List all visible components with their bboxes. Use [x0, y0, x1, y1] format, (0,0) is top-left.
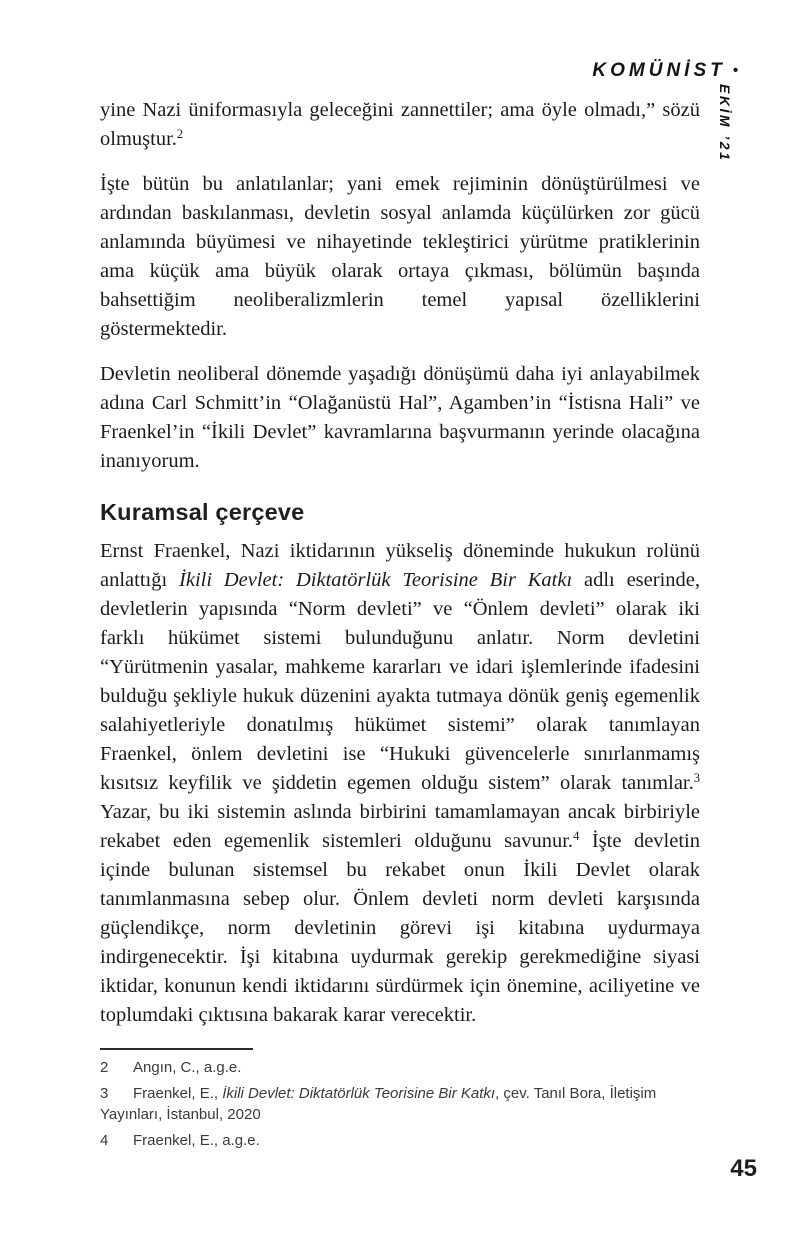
paragraph-1-text: yine Nazi üniformasıyla geleceğini zannettiler; ama öyle olmadı,” sözü olmuştur.: [100, 99, 700, 150]
paragraph-4-text: Ernst Fraenkel, Nazi iktidarının yükseliş döneminde hukukun rolünü anlattığı: [100, 540, 700, 591]
paragraph-1: [100, 96, 700, 154]
article-body: [100, 96, 700, 1046]
footnote-4: [100, 1130, 700, 1151]
paragraph-4: [100, 537, 700, 1030]
bullet-icon: •: [732, 62, 738, 79]
paragraph-3: Devletin neoliberal dönemde yaşadığı dönüşümü daha iyi anlayabilmek adına Carl Schmitt’in “Olağanüstü Hal”, Agamben’in “İstisna Hali” ve Fraenkel’in “İkili Devlet” kavramlarına başvurmanın yerinde olacağına inanıyorum.: [100, 363, 700, 472]
footnote-book-title: İkili Devlet: Diktatörlük Teorisine Bir Katkı: [222, 1085, 496, 1102]
footnote-ref-2: 2: [176, 127, 184, 141]
footnote-text: Fraenkel, E., a.g.e.: [133, 1132, 260, 1149]
footnote-number: 4: [100, 1132, 109, 1149]
paragraph-4-text: İşte devletin içinde bulunan sistemsel bu rekabet onun İkili Devlet olarak tanımlanmasına sebep olur. Önlem devleti norm devleti karşısında güçlendikçe, norm devletinin görevi işi kitabına uydurmaya indirgenecektir. İşi kitabına uydurmak gerekip gerekmediğine siyasi iktidar, konunun kendi iktidarını sürdürmek için önemine, aciliyetine ve toplumdaki çıktısına bakarak karar verecektir.: [100, 830, 700, 1026]
footnote-ref-4: 4: [573, 829, 580, 843]
masthead: [592, 60, 738, 82]
footnote-number: 3: [100, 1085, 109, 1102]
footnote-number: 2: [100, 1059, 109, 1076]
footnote-text: Fraenkel, E.,: [133, 1085, 223, 1102]
paragraph-4-text: adlı eserinde, devletlerin yapısında “Norm devleti” ve “Önlem devleti” olarak iki farklı hükümet sistemi bulunduğunu anlatır. Norm devletini “Yürütmenin yasalar, mahkeme kararları ve idari işlemlerinde ifadesini bulduğu şekliyle hukuk düzenini ayakta tutmaya dönük geniş egemenlik salahiyetleriyle donatılmış hükümet sistemi” olarak tanımlayan Fraenkel, önlem devletini ise “Hukuki güvencelerle sınırlanmamış kısıtsız keyfilik ve şiddetin egemen olduğu sistem” olarak tanımlar.: [100, 569, 700, 794]
issue-label: EKİM ’21: [717, 84, 733, 163]
paragraph-4-text: Yazar, bu iki sistemin aslında birbirini tamamlamayan ancak birbiriyle rekabet eden egemenlik sistemleri olduğunu savunur.: [100, 801, 700, 852]
footnotes: [100, 1048, 700, 1156]
footnote-ref-3: 3: [693, 771, 700, 785]
magazine-title: KOMÜNİST: [592, 60, 726, 81]
footnote-3: [100, 1083, 700, 1125]
page-number: 45: [730, 1155, 757, 1182]
paragraph-2: İşte bütün bu anlatılanlar; yani emek rejiminin dönüştürülmesi ve ardından baskılanması, devletin sosyal anlamda küçülürken zor gücü anlamında büyümesi ve nihayetinde tekleştirici yürütme pratiklerinin ama küçük ama büyük olarak ortaya çıkması, bölümün başında bahsettiğim neoliberalizmlerin temel yapısal özelliklerini göstermektedir.: [100, 173, 700, 340]
section-heading: Kuramsal çerçeve: [100, 499, 305, 525]
footnote-2: [100, 1057, 700, 1078]
book-title: İkili Devlet: Diktatörlük Teorisine Bir Katkı: [179, 569, 573, 591]
footnote-text: Angın, C., a.g.e.: [133, 1059, 242, 1076]
footnote-text: , çev. Tanıl Bora, İletişim Yayınları, İstanbul, 2020: [100, 1085, 657, 1123]
footnote-separator: [100, 1048, 253, 1050]
